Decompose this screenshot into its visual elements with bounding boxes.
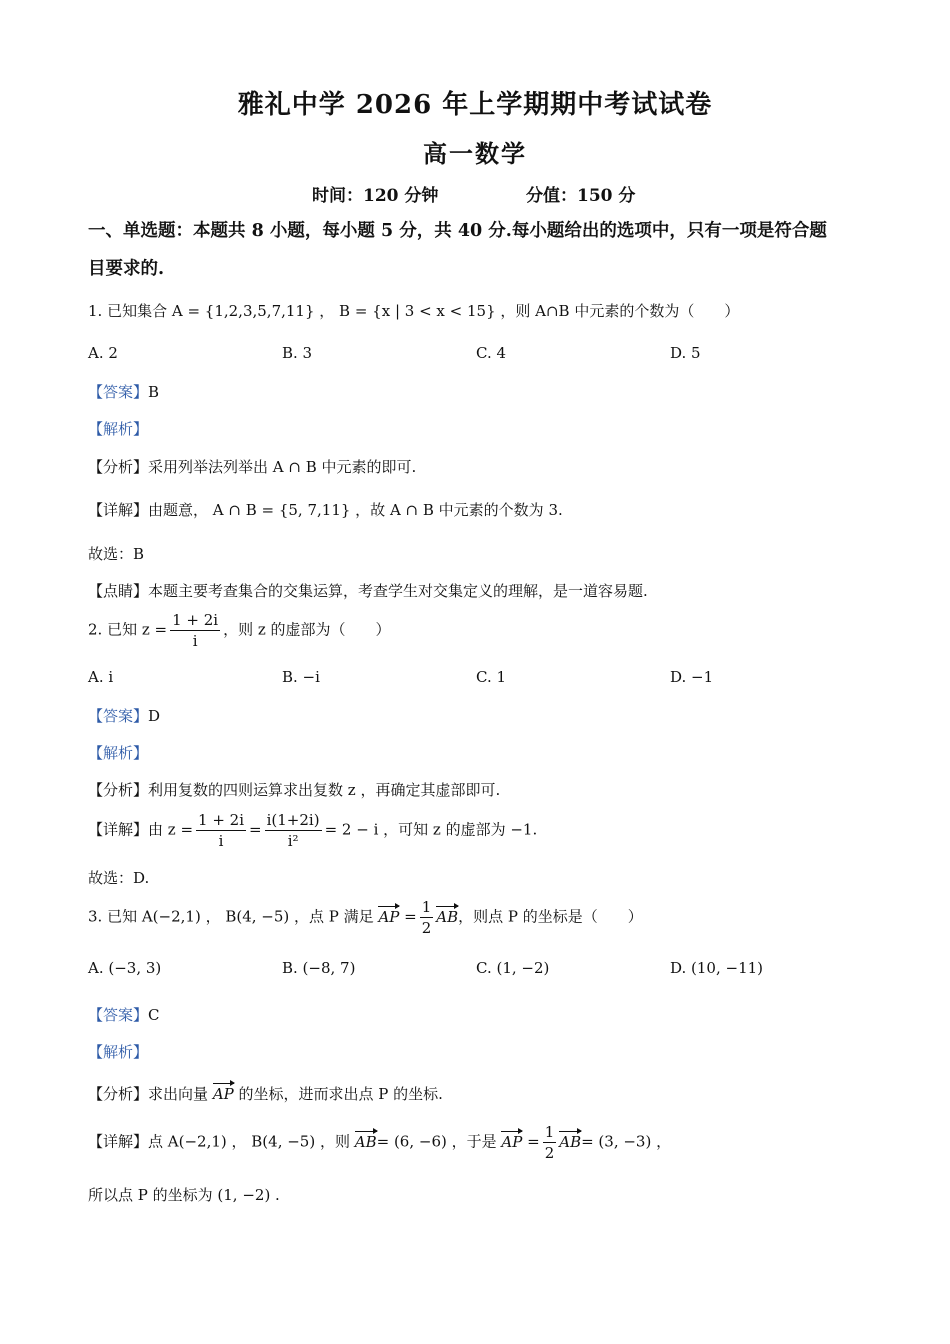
section-heading-line2: 目要求的. <box>88 259 165 279</box>
q2-option-c: C. 1 <box>476 668 507 686</box>
q3-fenxi <box>88 1083 443 1104</box>
q3-suffix: ，则点 P 的坐标是（ ） <box>458 907 643 926</box>
vector-ab: AB <box>559 1132 582 1151</box>
q3-option-c: C. (1, −2) <box>476 959 550 977</box>
comment-text: 本题主要考查集合的交集运算，考查学生对交集定义的理解，是一道容易题. <box>148 582 648 600</box>
q3-option-d: D. (10, −11) <box>670 959 764 977</box>
q1-option-d: D. 5 <box>670 344 701 362</box>
q2-detail-frac2 <box>265 810 322 851</box>
q3-answer <box>88 1004 160 1025</box>
vector-ab: AB <box>436 907 459 926</box>
detail-tag: 【详解】 <box>88 1132 149 1151</box>
q1-question: 1. 已知集合 A = {1,2,3,5,7,11} ， B = {x | 3 < x < 15} ，则 A∩B 中元素的个数为（ ） <box>88 302 740 320</box>
q3-detail-half <box>543 1122 557 1163</box>
q1-option-c: C. 4 <box>476 344 507 362</box>
answer-tag: 【答案】 <box>88 707 149 725</box>
vector-ap: AP <box>378 907 400 926</box>
q2-analysis-tag: 【解析】 <box>88 744 149 762</box>
q2-detail-prefix: 由 z = <box>148 820 194 839</box>
detail-text: 由题意， A ∩ B = {5, 7,11} ，故 A ∩ B 中元素的个数为 3. <box>148 501 563 519</box>
q1-fenxi <box>88 456 416 477</box>
q1-detail <box>88 499 563 520</box>
exam-score: 分值：150 分 <box>526 186 636 206</box>
q3-detail: 【详解】点 A(−2,1) ， B(4, −5) ，则 AB= (6, −6) ，于是 AP = $\frac{1}{2}$ AB= (3, −3) ， <box>88 1123 672 1162</box>
answer-tag: 【答案】 <box>88 383 149 401</box>
q2-detail-frac1 <box>196 810 246 851</box>
frac-den: i² <box>287 832 299 850</box>
detail-mid1: = (6, −6) ，于是 <box>376 1132 497 1151</box>
answer-tag: 【答案】 <box>88 1006 149 1024</box>
q2-prefix: 2. 已知 z = <box>88 620 168 639</box>
q3-prefix: 3. 已知 A(−2,1) ， B(4, −5) ，点 P 满足 <box>88 907 374 926</box>
frac-num: 1 <box>421 898 432 916</box>
q1-analysis-tag: 【解析】 <box>88 420 149 438</box>
q1-option-b: B. 3 <box>282 344 313 362</box>
answer-value: B <box>148 383 160 401</box>
q3-option-b: B. (−8, 7) <box>282 959 356 977</box>
frac-den: i <box>218 832 224 850</box>
q1-comment <box>88 580 648 601</box>
exam-time: 时间：120 分钟 <box>312 186 439 206</box>
frac-num: i(1+2i) <box>266 811 320 829</box>
frac-den: 2 <box>421 919 432 937</box>
frac-num: 1 + 2i <box>198 811 245 829</box>
vector-ap: AP <box>501 1132 523 1151</box>
q2-choose: 故选：D. <box>88 869 150 887</box>
fenxi-text: 利用复数的四则运算求出复数 z ，再确定其虚部即可. <box>148 781 501 799</box>
exam-subtitle: 高一数学 <box>423 139 527 168</box>
q2-question <box>88 610 391 651</box>
q3-analysis-tag: 【解析】 <box>88 1043 149 1061</box>
answer-value: D <box>148 707 161 725</box>
comment-tag: 【点睛】 <box>88 582 149 600</box>
q3-question: 3. 已知 A(−2,1) ， B(4, −5) ，点 P 满足 AP = $\frac{1}{2}$ AB，则点 P 的坐标是（ ） <box>88 898 643 937</box>
fenxi-tag: 【分析】 <box>88 781 149 799</box>
vector-ab: AB <box>354 1132 377 1151</box>
q2-detail: 【详解】由 z = $\frac{1 + 2i}{i}$ = $\frac{i(1+2i)}{\text{i²}}$ = 2 − i ，可知 z 的虚部为 −1. <box>88 811 538 850</box>
detail-mid2: = (3, −3) ， <box>581 1132 672 1151</box>
detail-tag: 【详解】 <box>88 501 149 519</box>
q2-suffix: ，则 z 的虚部为（ ） <box>223 620 391 639</box>
q3-half <box>420 897 434 938</box>
q2-fraction <box>170 610 220 651</box>
q2-fenxi <box>88 779 500 800</box>
vector-ap: AP <box>212 1085 234 1103</box>
fenxi-prefix: 求出向量 <box>148 1085 209 1103</box>
fenxi-suffix: 的坐标，进而求出点 P 的坐标. <box>238 1085 443 1103</box>
q2-answer <box>88 705 160 726</box>
q2-frac-den: i <box>192 632 198 650</box>
q2-detail-suffix: = 2 − i ，可知 z 的虚部为 −1. <box>324 820 538 839</box>
detail-prefix: 点 A(−2,1) ， B(4, −5) ，则 <box>148 1132 350 1151</box>
exam-title: 雅礼中学 2026 年上学期期中考试试卷 <box>237 90 713 120</box>
q3-option-a: A. (−3, 3) <box>88 959 162 977</box>
fenxi-text: 采用列举法列举出 A ∩ B 中元素的即可. <box>148 458 417 476</box>
detail-tag: 【详解】 <box>88 820 149 839</box>
frac-den: 2 <box>544 1144 555 1162</box>
q2-option-b: B. −i <box>282 668 320 686</box>
section-heading-line1: 一、单选题：本题共 8 小题，每小题 5 分，共 40 分.每小题给出的选项中，只有一项是符合题 <box>88 221 827 241</box>
q2-option-d: D. −1 <box>670 668 714 686</box>
q1-option-a: A. 2 <box>88 344 118 362</box>
q3-conclusion: 所以点 P 的坐标为 (1, −2) . <box>88 1186 280 1204</box>
q1-answer <box>88 381 159 402</box>
q2-option-a: A. i <box>88 668 114 686</box>
answer-value: C <box>148 1006 160 1024</box>
fenxi-tag: 【分析】 <box>88 1085 149 1103</box>
frac-num: 1 <box>544 1123 555 1141</box>
q2-frac-num: 1 + 2i <box>172 611 219 629</box>
fenxi-tag: 【分析】 <box>88 458 149 476</box>
q1-choose: 故选：B <box>88 545 145 563</box>
